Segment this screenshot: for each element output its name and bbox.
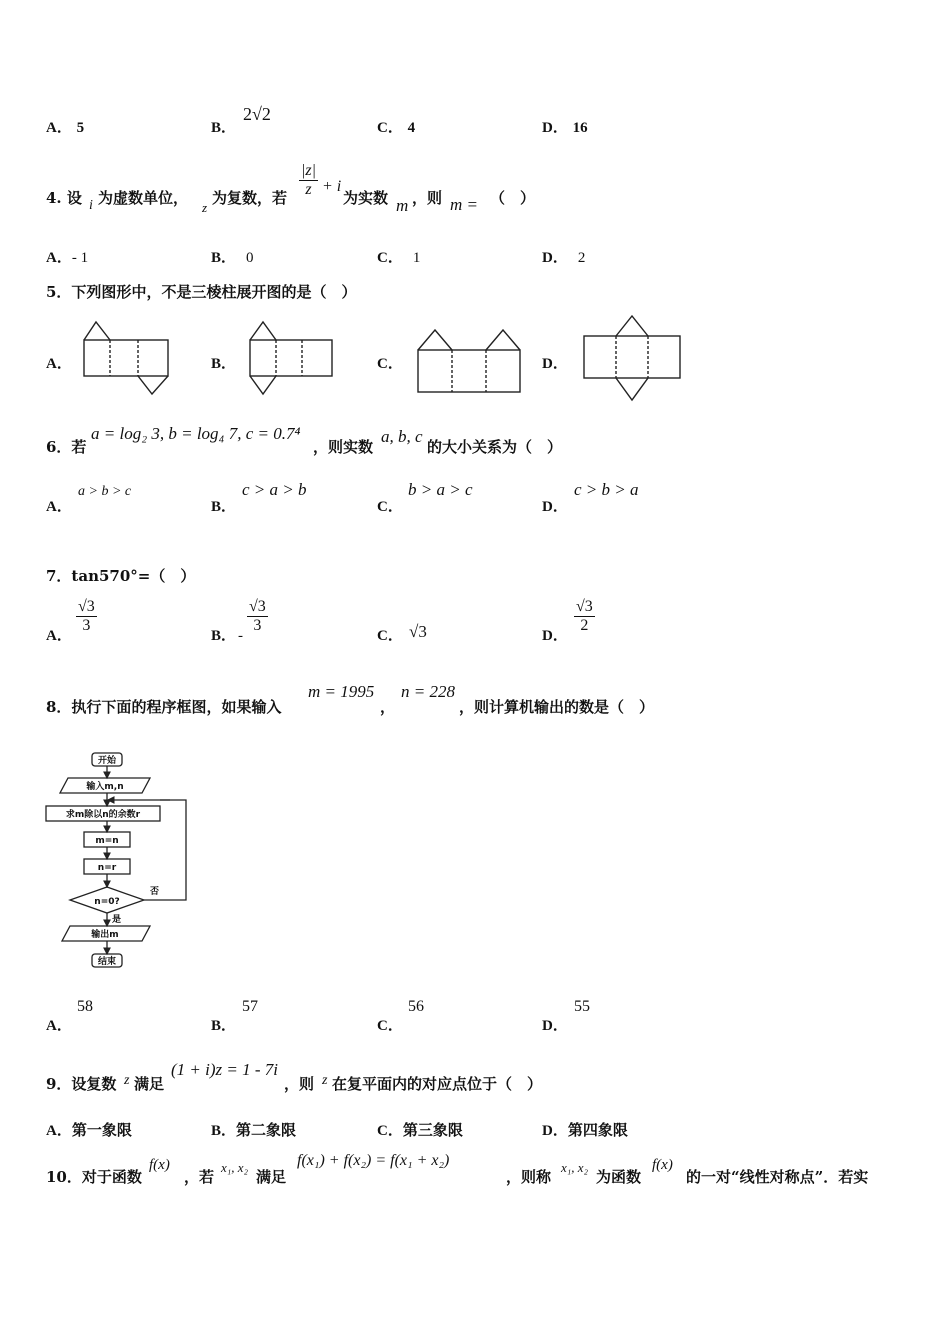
q9-var-z: z	[124, 1073, 130, 1088]
q4-option-a: A．- 1	[46, 250, 89, 266]
q6-text-b: ，则实数	[313, 438, 374, 456]
q5-option-c-label: C．	[377, 356, 403, 372]
q3-option-d-label: D．	[542, 120, 568, 136]
q8-m-value: m = 1995	[308, 682, 375, 701]
q6-option-a-value: a > b > c	[78, 484, 132, 499]
q8-option-c: C．	[377, 1018, 403, 1034]
flow-yes-text: 是	[112, 915, 122, 925]
q4-plus-i: + i	[322, 178, 342, 195]
q4-text-b: 为虚数单位，	[98, 189, 189, 207]
q9-text-c: ，则	[284, 1075, 315, 1093]
q4-option-d: D． 2	[542, 250, 586, 266]
q6-option-d: D．	[542, 499, 568, 515]
q8-option-c-value: 56	[408, 998, 424, 1015]
q4-option-b: B． 0	[211, 250, 254, 266]
q8-option-d-value: 55	[574, 998, 590, 1015]
q7-option-a: A．	[46, 628, 72, 644]
q5-option-d-label: D．	[542, 356, 568, 372]
q10-x12: x₁, x₂	[221, 1160, 249, 1175]
q10-text-f: 的一对“线性对称点”．若实	[686, 1168, 869, 1186]
q9-option-d: D．第四象限	[542, 1121, 628, 1139]
q3-option-c-label: C．	[377, 120, 403, 136]
flow-end-text: 结束	[97, 957, 117, 967]
q10-text-d: ，则称	[506, 1168, 552, 1186]
q9-expr: (1 + i)z = 1 - 7i	[171, 1060, 278, 1079]
q10-text-c: 满足	[256, 1168, 287, 1186]
q6-vars: a, b, c	[381, 427, 423, 446]
flow-step2-text: m=n	[95, 836, 119, 846]
q10-fx: f(x)	[149, 1157, 170, 1173]
flow-step1-text: 求m除以n的余数r	[65, 810, 141, 820]
q7-option-b-frac: $\frac{√3}{3}$	[249, 598, 266, 634]
q6-option-b: B．	[211, 499, 237, 515]
q8-option-b-value: 57	[242, 998, 258, 1015]
q8-option-d: D．	[542, 1018, 568, 1034]
q9-text-a: 9．设复数	[46, 1075, 117, 1093]
q5-net-c	[414, 326, 524, 398]
q8-text-b: ，则计算机输出的数是（ ）	[459, 698, 655, 716]
q4-paren: （ ）	[490, 189, 536, 207]
q10-text-e: 为函数	[596, 1168, 642, 1186]
q7-option-d-frac: $\frac{√3}{2}$	[576, 598, 593, 634]
q10-x12-b: x₁, x₂	[561, 1160, 589, 1175]
q8-n-value: n = 228	[401, 682, 455, 701]
q7-option-d: D．	[542, 628, 568, 644]
q4-frac-den: z	[305, 181, 312, 198]
q5-net-a	[80, 318, 172, 398]
q4-var-m: m	[396, 196, 409, 215]
q6-option-a: A．	[46, 499, 72, 515]
q8-comma: ，	[380, 698, 396, 716]
q9-option-b: B．第二象限	[211, 1121, 297, 1139]
net-a-rect	[84, 340, 168, 376]
q10-text-a: 10．对于函数	[46, 1168, 142, 1186]
q3-option-a	[46, 116, 84, 137]
q3-option-a-label: A．	[46, 120, 72, 136]
q4-stem-start: 4. 设	[46, 189, 82, 207]
q6-num: 6．若	[46, 438, 87, 456]
q9-var-z2: z	[322, 1073, 328, 1088]
q3-option-a-value: 5	[76, 120, 85, 136]
q3-option-c	[377, 116, 415, 137]
q9-option-a: A．第一象限	[46, 1121, 132, 1139]
q4-var-z: z	[202, 200, 208, 215]
q5-option-b-label: B．	[211, 356, 237, 372]
q4-text-e: ，则	[412, 189, 443, 207]
q10-text-b: ，若	[184, 1168, 215, 1186]
q3-option-d	[542, 116, 588, 137]
q5-option-a-label: A．	[46, 356, 72, 372]
q7-option-c: C．	[377, 628, 403, 644]
q9-text-b: 满足	[134, 1075, 165, 1093]
q3-option-b-label: B．	[211, 120, 237, 136]
q5-net-b	[246, 318, 338, 398]
q10-expr: f(x₁) + f(x₂) = f(x₁ + x₂)	[297, 1152, 450, 1169]
q6-option-b-value: c > a > b	[242, 480, 307, 499]
q6-option-d-value: c > b > a	[574, 480, 639, 499]
q4-var-i: i	[89, 198, 93, 213]
flow-cond-text: n=0?	[94, 897, 120, 907]
q9-option-c: C．第三象限	[377, 1121, 463, 1139]
q4-m-eq: m =	[450, 195, 478, 214]
q8-option-a: A．	[46, 1018, 72, 1034]
q10-fx-b: f(x)	[652, 1157, 673, 1173]
q6-option-c-value: b > a > c	[408, 480, 473, 499]
q4-fraction	[299, 162, 318, 199]
q6-option-c: C．	[377, 499, 403, 515]
q7-stem: 7．tan570°=（ ）	[46, 567, 196, 585]
q8-option-b: B．	[211, 1018, 237, 1034]
q4-frac-num: |z|	[301, 162, 317, 179]
q3-option-d-value: 16	[572, 120, 588, 136]
q5-stem: 5．下列图形中，不是三棱柱展开图的是（ ）	[46, 283, 357, 301]
flow-input-text: 输入m,n	[86, 782, 124, 792]
q9-text-d: 在复平面内的对应点位于（ ）	[332, 1075, 543, 1093]
q3-option-b-value: 2√2	[243, 104, 271, 124]
q7-option-b: B． -	[211, 628, 244, 644]
q4-option-c: C． 1	[377, 250, 421, 266]
q5-net-d	[580, 312, 686, 404]
flow-output-text: 输出m	[91, 930, 119, 940]
q3-option-c-value: 4	[407, 120, 416, 136]
q4-text-d: 为实数	[343, 189, 389, 207]
q7-option-a-frac: $\frac{√3}{3}$	[78, 598, 95, 634]
q4-text-c: 为复数，若	[212, 189, 288, 207]
flow-step3-text: n=r	[97, 863, 117, 873]
q8-flowchart	[40, 748, 200, 974]
q6-expr: a = log₂ 3, b = log₄ 7, c = 0.7⁴	[91, 424, 301, 443]
q8-text-a: 8．执行下面的程序框图，如果输入	[46, 698, 282, 716]
q6-text-c: 的大小关系为（ ）	[427, 438, 563, 456]
q7-option-c-value: √3	[409, 622, 427, 641]
flow-start-text: 开始	[97, 756, 117, 766]
q3-option-b	[211, 116, 236, 137]
flow-no-text: 否	[150, 887, 160, 897]
q8-option-a-value: 58	[77, 998, 93, 1015]
